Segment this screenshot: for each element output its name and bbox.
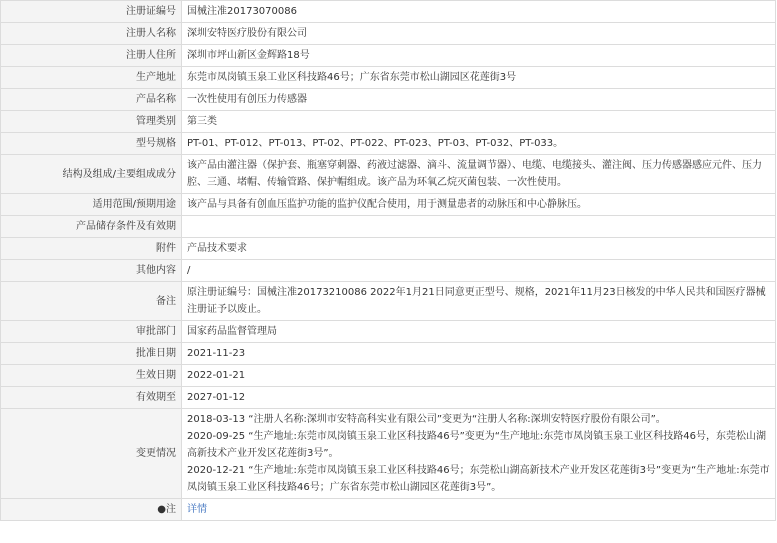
row-label: 适用范围/预期用途	[1, 194, 182, 216]
note-label: ●注	[1, 499, 182, 521]
row-label: 生效日期	[1, 365, 182, 387]
row-label: 审批部门	[1, 321, 182, 343]
change-entry: 2018-03-13 “注册人名称:深圳市安特高科实业有限公司”变更为“注册人名称:深圳安特医疗股份有限公司”。	[187, 414, 666, 425]
row-label: 结构及组成/主要组成成分	[1, 155, 182, 194]
table-row	[1, 216, 776, 238]
row-value: 2022-01-21	[182, 365, 776, 387]
row-label: 产品储存条件及有效期	[1, 216, 182, 238]
table-row	[1, 45, 776, 67]
row-label: 备注	[1, 282, 182, 321]
table-row	[1, 260, 776, 282]
row-value: 2021-11-23	[182, 343, 776, 365]
table-row	[1, 67, 776, 89]
table-row	[1, 238, 776, 260]
row-label: 产品名称	[1, 89, 182, 111]
change-entry: 2020-12-21 “生产地址:东莞市凤岗镇玉泉工业区科技路46号；东莞松山湖高新技术产业开发区花莲街3号”变更为“生产地址:东莞市凤岗镇玉泉工业区科技路46号；广东省东莞市松山湖园区花莲街3号”。	[187, 465, 770, 493]
table-row	[1, 387, 776, 409]
row-value: 东莞市凤岗镇玉泉工业区科技路46号；广东省东莞市松山湖园区花莲街3号	[182, 67, 776, 89]
row-value: 该产品由灌注器（保护套、瓶塞穿刺器、药液过滤器、滴斗、流量调节器）、电缆、电缆接头、灌注阀、压力传感器感应元件、压力腔、三通、堵帽、传输管路、保护帽组成。该产品为环氧乙烷灭菌包装、一次性使用。	[182, 155, 776, 194]
row-value: 国械注准20173070086	[182, 1, 776, 23]
change-history	[182, 409, 776, 499]
change-entry: 2020-09-25 “生产地址:东莞市凤岗镇玉泉工业区科技路46号”变更为“生产地址:东莞市凤岗镇玉泉工业区科技路46号，东莞松山湖高新技术产业开发区花莲街3号”。	[187, 431, 767, 459]
row-label: 附件	[1, 238, 182, 260]
row-value	[182, 499, 776, 521]
row-value: 国家药品监督管理局	[182, 321, 776, 343]
table-row	[1, 282, 776, 321]
row-value: 第三类	[182, 111, 776, 133]
table-row	[1, 343, 776, 365]
row-label: 生产地址	[1, 67, 182, 89]
row-value: /	[182, 260, 776, 282]
row-value: PT-01、PT-012、PT-013、PT-02、PT-022、PT-023、PT-03、PT-032、PT-033。	[182, 133, 776, 155]
row-value: 深圳安特医疗股份有限公司	[182, 23, 776, 45]
table-row	[1, 155, 776, 194]
table-row	[1, 499, 776, 521]
row-label: 注册证编号	[1, 1, 182, 23]
table-row	[1, 111, 776, 133]
row-label: 注册人名称	[1, 23, 182, 45]
details-link[interactable]: 详情	[187, 504, 207, 515]
row-label: 型号规格	[1, 133, 182, 155]
row-value: 产品技术要求	[182, 238, 776, 260]
table-row	[1, 409, 776, 499]
table-row	[1, 365, 776, 387]
row-value	[182, 216, 776, 238]
row-value: 2027-01-12	[182, 387, 776, 409]
table-row	[1, 133, 776, 155]
row-value: 该产品与具备有创血压监护功能的监护仪配合使用，用于测量患者的动脉压和中心静脉压。	[182, 194, 776, 216]
table-row	[1, 23, 776, 45]
row-label: 其他内容	[1, 260, 182, 282]
table-row	[1, 321, 776, 343]
table-row	[1, 1, 776, 23]
table-row	[1, 194, 776, 216]
row-label: 注册人住所	[1, 45, 182, 67]
row-value: 深圳市坪山新区金辉路18号	[182, 45, 776, 67]
row-value: 原注册证编号：国械注准20173210086 2022年1月21日同意更正型号、规格，2021年11月23日核发的中华人民共和国医疗器械注册证予以废止。	[182, 282, 776, 321]
row-value: 一次性使用有创压力传感器	[182, 89, 776, 111]
table-row	[1, 89, 776, 111]
row-label: 管理类别	[1, 111, 182, 133]
row-label: 变更情况	[1, 409, 182, 499]
row-label: 有效期至	[1, 387, 182, 409]
row-label: 批准日期	[1, 343, 182, 365]
